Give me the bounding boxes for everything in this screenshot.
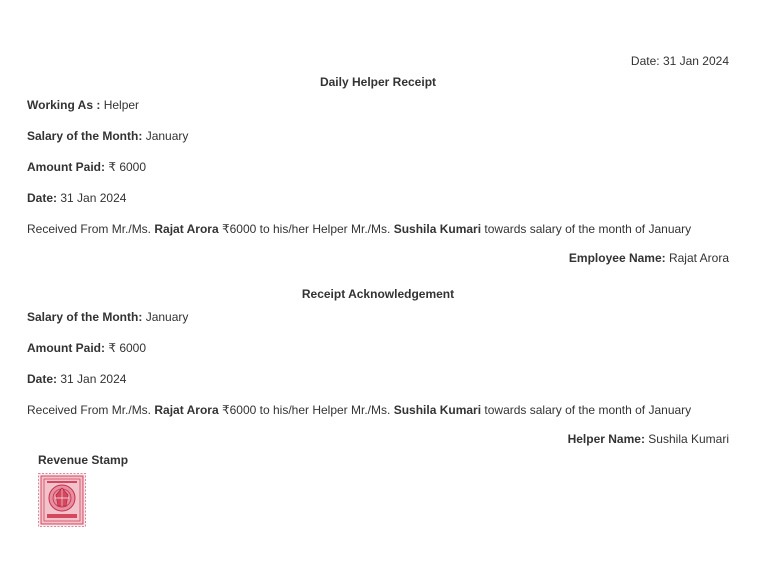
received-mid: ₹6000 to his/her Helper Mr./Ms.	[221, 222, 391, 236]
ack-helper-name: Sushila Kumari	[393, 403, 482, 417]
received-prefix: Received From Mr./Ms.	[27, 222, 152, 236]
employee-name-label: Employee Name:	[568, 251, 666, 265]
revenue-stamp-label: Revenue Stamp	[38, 453, 129, 467]
ack-date-label: Date:	[27, 372, 58, 386]
ack-received-mid: ₹6000 to his/her Helper Mr./Ms.	[221, 403, 391, 417]
receipt-date-label: Date:	[27, 191, 58, 205]
receipt-page	[27, 0, 729, 576]
ack-payer-name: Rajat Arora	[154, 403, 219, 417]
payer-name: Rajat Arora	[154, 222, 219, 236]
working-as-value: Helper	[103, 98, 140, 112]
employee-name-value: Rajat Arora	[668, 251, 729, 265]
amount-paid-row	[27, 160, 729, 174]
acknowledgement-title: Receipt Acknowledgement	[301, 287, 455, 301]
salary-month-row	[27, 129, 729, 143]
header-date-value: 31 Jan 2024	[662, 54, 729, 68]
header-date-label: Date:	[630, 54, 660, 68]
ack-received-suffix: towards salary of the month of January	[484, 403, 692, 417]
ack-amount-paid-label: Amount Paid:	[27, 341, 105, 355]
ack-amount-paid-value: ₹ 6000	[108, 341, 147, 355]
revenue-stamp-icon	[38, 473, 86, 527]
ack-date-row	[27, 372, 729, 386]
receipt-date-row	[27, 191, 729, 205]
helper-name-value: Sushila Kumari	[648, 432, 729, 446]
amount-paid-label: Amount Paid:	[27, 160, 105, 174]
working-as-row	[27, 98, 729, 112]
working-as-label: Working As :	[27, 98, 101, 112]
ack-received-statement	[27, 403, 729, 417]
ack-date-value: 31 Jan 2024	[60, 372, 127, 386]
ack-amount-paid-row	[27, 341, 729, 355]
salary-month-label: Salary of the Month:	[27, 129, 143, 143]
ack-received-prefix: Received From Mr./Ms.	[27, 403, 152, 417]
received-suffix: towards salary of the month of January	[484, 222, 692, 236]
employee-name-row	[27, 251, 729, 265]
ack-salary-month-value: January	[145, 310, 189, 324]
helper-name-label: Helper Name:	[567, 432, 645, 446]
receipt-title: Daily Helper Receipt	[319, 75, 437, 89]
received-statement	[27, 222, 729, 236]
helper-name: Sushila Kumari	[393, 222, 482, 236]
header-date	[27, 54, 729, 68]
ack-salary-month-row	[27, 310, 729, 324]
ack-salary-month-label: Salary of the Month:	[27, 310, 143, 324]
salary-month-value: January	[145, 129, 189, 143]
receipt-date-value: 31 Jan 2024	[60, 191, 127, 205]
amount-paid-value: ₹ 6000	[108, 160, 147, 174]
helper-name-row	[27, 432, 729, 446]
